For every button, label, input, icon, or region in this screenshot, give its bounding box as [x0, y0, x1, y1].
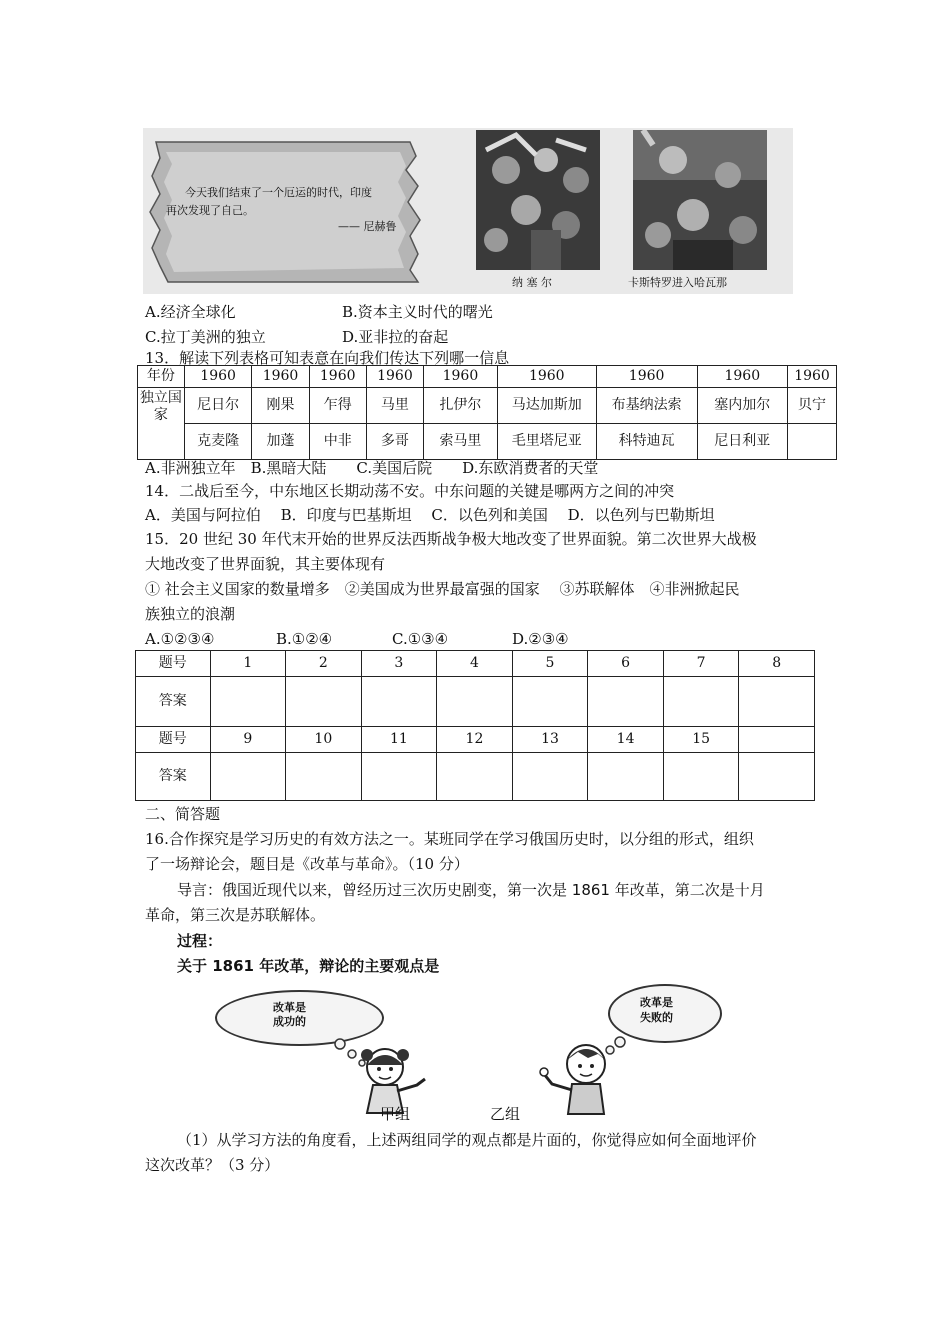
q15-option-d: D.②③④ — [512, 630, 569, 648]
table-header-label: 年份 — [138, 366, 185, 388]
q12-option-c: C.拉丁美洲的独立 — [145, 328, 266, 346]
answer-cell[interactable] — [210, 677, 286, 727]
answer-cell[interactable] — [588, 677, 664, 727]
country-cell: 塞内加尔 — [697, 388, 787, 424]
q16-line-1: 16.合作探究是学习历史的有效方法之一。某班同学在学习俄国历史时，以分组的形式，组织 — [145, 830, 754, 848]
num-cell: 3 — [361, 651, 437, 677]
num-cell: 15 — [663, 727, 739, 753]
country-cell: 马达加斯加 — [497, 388, 596, 424]
answer-cell[interactable] — [663, 753, 739, 801]
intro-label: 导言：俄国近现代以来，曾经历过三次历史剧变，第一次是 1861 年改革，第二次是十月 — [177, 881, 765, 899]
year-cell: 1960 — [424, 366, 498, 388]
q15-option-c: C.①③④ — [392, 630, 449, 648]
process-label: 过程： — [177, 932, 223, 950]
answer-cell[interactable] — [663, 677, 739, 727]
answer-cell[interactable] — [739, 677, 815, 727]
num-cell: 12 — [437, 727, 513, 753]
photo1-caption: 纳 塞 尔 — [512, 276, 552, 289]
section2-title: 二、简答题 — [145, 805, 221, 823]
answer-cell[interactable] — [739, 753, 815, 801]
answer-cell[interactable] — [210, 753, 286, 801]
intro-line-1 — [177, 880, 765, 900]
answer-cell[interactable] — [437, 677, 513, 727]
num-label: 题号 — [136, 651, 211, 677]
country-cell: 多哥 — [366, 424, 423, 460]
num-cell — [739, 727, 815, 753]
answer-cell[interactable] — [512, 753, 588, 801]
year-cell: 1960 — [788, 366, 837, 388]
bubble-right-line-1: 改革是 — [640, 996, 673, 1009]
country-cell: 加蓬 — [252, 424, 309, 460]
q16-line-2: 了一场辩论会，题目是《改革与革命》。（10 分） — [145, 855, 469, 873]
answer-cell[interactable] — [512, 677, 588, 727]
answer-cell[interactable] — [286, 753, 362, 801]
row-label: 独立国家 — [138, 388, 185, 460]
quote-author: —— 尼赫鲁 — [338, 220, 397, 233]
country-cell: 贝宁 — [788, 388, 837, 424]
country-cell: 乍得 — [309, 388, 366, 424]
photo2-caption: 卡斯特罗进入哈瓦那 — [628, 276, 727, 289]
q12-option-b: B.资本主义时代的曙光 — [342, 303, 493, 321]
num-cell: 14 — [588, 727, 664, 753]
year-cell: 1960 — [366, 366, 423, 388]
group-a-label: 甲组 — [380, 1105, 411, 1123]
q15-option-a: A.①②③④ — [145, 630, 215, 648]
ans-label: 答案 — [136, 677, 211, 727]
country-cell: 科特迪瓦 — [596, 424, 697, 460]
num-cell: 8 — [739, 651, 815, 677]
country-cell: 克麦隆 — [184, 424, 252, 460]
ans-label: 答案 — [136, 753, 211, 801]
answer-cell[interactable] — [437, 753, 513, 801]
num-cell: 2 — [286, 651, 362, 677]
num-cell: 6 — [588, 651, 664, 677]
num-label: 题号 — [136, 727, 211, 753]
num-cell: 11 — [361, 727, 437, 753]
bubble-left-line-2: 成功的 — [273, 1015, 306, 1028]
country-cell: 尼日利亚 — [697, 424, 787, 460]
answer-cell[interactable] — [588, 753, 664, 801]
q13-table — [137, 365, 837, 460]
year-cell: 1960 — [184, 366, 252, 388]
country-cell: 刚果 — [252, 388, 309, 424]
year-cell: 1960 — [252, 366, 309, 388]
q15-stem-2: 大地改变了世界面貌，其主要体现有 — [145, 555, 386, 573]
country-cell: 尼日尔 — [184, 388, 252, 424]
country-cell: 扎伊尔 — [424, 388, 498, 424]
quote-line-2: 再次发现了自己。 — [166, 204, 254, 217]
year-cell: 1960 — [596, 366, 697, 388]
country-cell: 索马里 — [424, 424, 498, 460]
photo-castro — [633, 130, 767, 270]
sub1-line-2: 这次改革？（3 分） — [145, 1156, 280, 1174]
answer-cell[interactable] — [361, 753, 437, 801]
q13-stem: 13．解读下列表格可知表意在向我们传达下列哪一信息 — [145, 349, 510, 367]
year-cell: 1960 — [497, 366, 596, 388]
num-cell: 4 — [437, 651, 513, 677]
q12-option-d: D.亚非拉的奋起 — [342, 328, 449, 346]
q14-options: A．美国与阿拉伯 B．印度与巴基斯坦 C．以色列和美国 D．以色列与巴勒斯坦 — [145, 506, 715, 524]
bubble-right-line-2: 失败的 — [640, 1011, 673, 1024]
answer-table — [135, 650, 815, 801]
country-cell — [788, 424, 837, 460]
num-cell: 10 — [286, 727, 362, 753]
q14-stem: 14．二战后至今，中东地区长期动荡不安。中东问题的关键是哪两方之间的冲突 — [145, 482, 675, 500]
year-cell: 1960 — [697, 366, 787, 388]
intro-line-2: 革命，第三次是苏联解体。 — [145, 906, 326, 924]
country-cell: 马里 — [366, 388, 423, 424]
sub1-line-1: （1）从学习方法的角度看，上述两组同学的观点都是片面的，你觉得应如何全面地评价 — [177, 1131, 757, 1149]
debate-topic: 关于 1861 年改革，辩论的主要观点是 — [177, 957, 440, 975]
boy-cartoon-icon — [538, 1040, 618, 1115]
photo-nasser — [476, 130, 600, 270]
group-b-label: 乙组 — [490, 1105, 521, 1123]
q13-options: A.非洲独立年 B.黑暗大陆 C.美国后院 D.东欧消费者的天堂 — [145, 459, 599, 477]
country-cell: 中非 — [309, 424, 366, 460]
year-cell: 1960 — [309, 366, 366, 388]
num-cell: 13 — [512, 727, 588, 753]
num-cell: 5 — [512, 651, 588, 677]
bubble-left-line-1: 改革是 — [273, 1001, 306, 1014]
country-cell: 毛里塔尼亚 — [497, 424, 596, 460]
num-cell: 1 — [210, 651, 286, 677]
answer-cell[interactable] — [286, 677, 362, 727]
answer-cell[interactable] — [361, 677, 437, 727]
num-cell: 9 — [210, 727, 286, 753]
q15-option-b: B.①②④ — [276, 630, 333, 648]
num-cell: 7 — [663, 651, 739, 677]
q15-items-1: ① 社会主义国家的数量增多 ②美国成为世界最富强的国家 ③苏联解体 ④非洲掀起民 — [145, 580, 740, 598]
q15-items-2: 族独立的浪潮 — [145, 605, 236, 623]
quote-line-1: 今天我们结束了一个厄运的时代，印度 — [185, 186, 372, 199]
country-cell: 布基纳法索 — [596, 388, 697, 424]
q12-option-a: A.经济全球化 — [145, 303, 236, 321]
q15-stem-1: 15．20 世纪 30 年代末开始的世界反法西斯战争极大地改变了世界面貌。第二次世界大战极 — [145, 530, 757, 548]
